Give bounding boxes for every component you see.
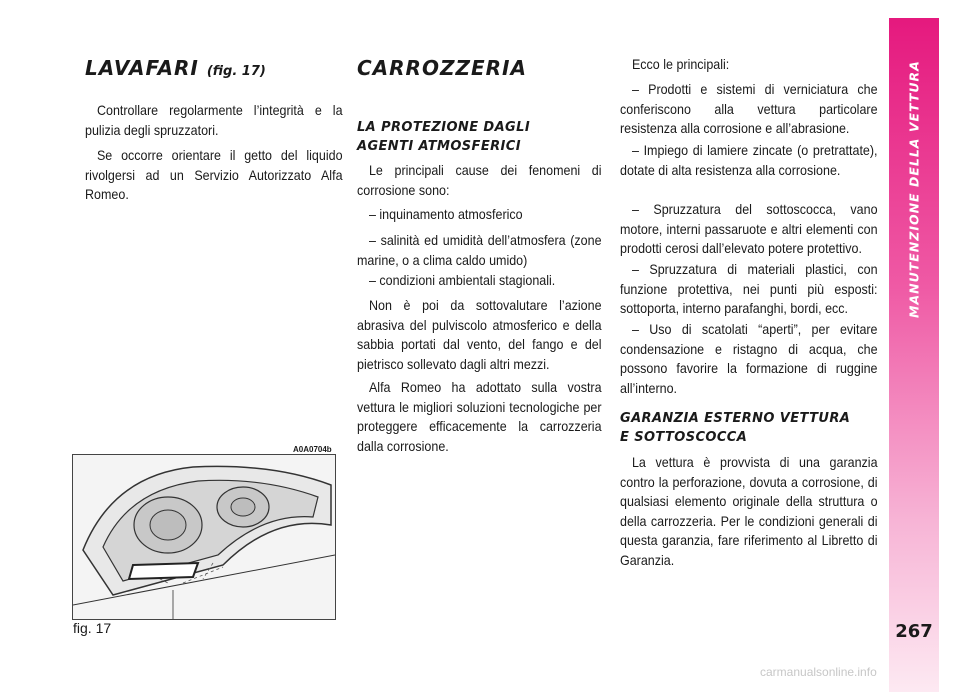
paragraph: – salinità ed umidità dell’atmosfera (zone marine, o a clima caldo umido) (357, 233, 602, 268)
headlight-illustration (73, 455, 335, 619)
paragraph: Se occorre orientare il getto del liquido rivolgersi ad un Servizio Autorizzato Alfa Romeo. (85, 148, 343, 202)
chapter-title: MANUTENZIONE DELLA VETTURA (906, 60, 922, 318)
paragraph: – Spruzzatura del sottoscocca, vano motore, interni passaruote e altri elementi con prodotti cerosi dall’elevato potere protettivo. (620, 202, 878, 256)
paragraph: Alfa Romeo ha adottato sulla vostra vettura le migliori soluzioni tecnologiche per proteggere efficacemente la carrozzeria dalla corrosione. (357, 380, 602, 454)
chapter-sidebar (889, 18, 939, 692)
footer-watermark: carmanualsonline.info (760, 665, 877, 679)
paragraph: La vettura è provvista di una garanzia contro la perforazione, dovuta a corrosione, di qualsiasi elemento originale della struttura o della carrozzeria. Per le condizioni generali di questa garanzia, fare riferimento al Libretto di Garanzia. (620, 455, 878, 568)
paragraph: – condizioni ambientali stagionali. (368, 273, 556, 288)
figure-code: A0A0704b (293, 445, 332, 454)
page-number: 267 (895, 621, 933, 642)
subheading-garanzia: GARANZIA ESTERNO VETTURA E SOTTOSCOCCA (620, 411, 851, 445)
paragraph: Controllare regolarmente l’integrità e la pulizia degli spruzzatori. (85, 103, 343, 138)
heading-text: LAVAFARI (85, 56, 199, 80)
figure-headlight-washer (72, 454, 336, 620)
section-heading-carrozzeria: CARROZZERIA (357, 56, 527, 80)
paragraph: – Spruzzatura di materiali plastici, con funzione protettiva, nei punti più esposti: sottoporta, interno parafanghi, bordi, ecc. (620, 262, 878, 316)
section-heading-lavafari (85, 56, 266, 80)
paragraph: – Prodotti e sistemi di verniciatura che conferiscono alla vettura particolare resistenza alla corrosione e all’abrasione. (620, 82, 878, 136)
paragraph: – inquinamento atmosferico (368, 207, 523, 222)
paragraph: Ecco le principali: (631, 57, 730, 72)
paragraph: Le principali cause dei fenomeni di corrosione sono: (357, 163, 602, 198)
subheading-protezione: LA PROTEZIONE DAGLI AGENTI ATMOSFERICI (357, 120, 531, 154)
figure-label: fig. 17 (73, 620, 112, 636)
paragraph: – Uso di scatolati “aperti”, per evitare condensazione e ristagno di acqua, che possono favorire la formazione di ruggine all’interno. (620, 322, 878, 396)
figure-reference: (fig. 17) (206, 64, 266, 79)
paragraph: – Impiego di lamiere zincate (o pretrattate), dotate di alta resistenza alla corrosione. (620, 143, 878, 178)
paragraph: Non è poi da sottovalutare l’azione abrasiva del pulviscolo atmosferico e della sabbia portati dal vento, del fango e del pietrisco sollevato dagli altri mezzi. (357, 298, 602, 372)
